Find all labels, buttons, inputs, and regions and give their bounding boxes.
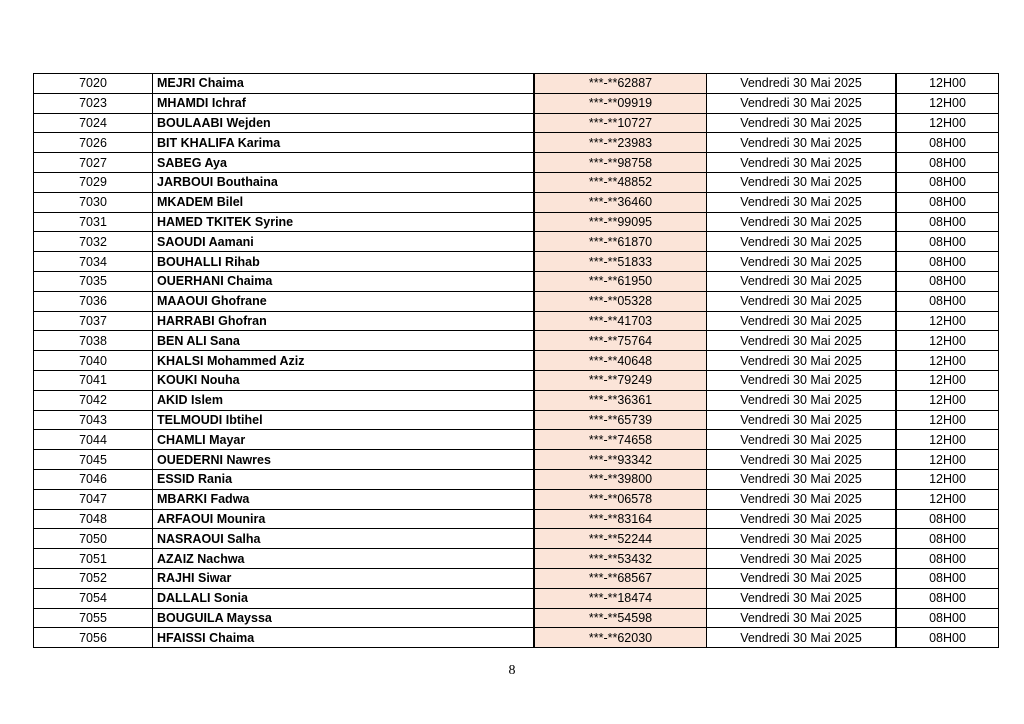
candidate-number-cell: 7023	[34, 93, 153, 113]
exam-time-cell: 12H00	[896, 390, 999, 410]
candidate-name-cell: HARRABI Ghofran	[153, 311, 535, 331]
masked-id-cell: ***-**61870	[534, 232, 707, 252]
exam-date-cell: Vendredi 30 Mai 2025	[707, 252, 897, 272]
candidate-name-cell: AKID Islem	[153, 390, 535, 410]
exam-date-cell: Vendredi 30 Mai 2025	[707, 410, 897, 430]
exam-time-cell: 12H00	[896, 351, 999, 371]
candidate-name-cell: HFAISSI Chaima	[153, 628, 535, 648]
table-row	[34, 549, 999, 569]
table-row	[34, 489, 999, 509]
candidate-name-cell: KOUKI Nouha	[153, 370, 535, 390]
candidate-name-cell: ESSID Rania	[153, 469, 535, 489]
exam-date-cell: Vendredi 30 Mai 2025	[707, 192, 897, 212]
table-row	[34, 568, 999, 588]
masked-id-cell: ***-**51833	[534, 252, 707, 272]
table-row	[34, 529, 999, 549]
masked-id-cell: ***-**05328	[534, 291, 707, 311]
table-row	[34, 311, 999, 331]
table-row	[34, 93, 999, 113]
candidate-name-cell: BOUHALLI Rihab	[153, 252, 535, 272]
candidate-name-cell: TELMOUDI Ibtihel	[153, 410, 535, 430]
masked-id-cell: ***-**23983	[534, 133, 707, 153]
exam-date-cell: Vendredi 30 Mai 2025	[707, 628, 897, 648]
candidate-number-cell: 7035	[34, 271, 153, 291]
exam-time-cell: 08H00	[896, 549, 999, 569]
candidate-number-cell: 7029	[34, 172, 153, 192]
candidate-number-cell: 7024	[34, 113, 153, 133]
candidate-number-cell: 7031	[34, 212, 153, 232]
exam-date-cell: Vendredi 30 Mai 2025	[707, 469, 897, 489]
masked-id-cell: ***-**39800	[534, 469, 707, 489]
masked-id-cell: ***-**36361	[534, 390, 707, 410]
candidate-name-cell: OUEDERNI Nawres	[153, 450, 535, 470]
table-row	[34, 172, 999, 192]
exam-date-cell: Vendredi 30 Mai 2025	[707, 588, 897, 608]
candidate-name-cell: MBARKI Fadwa	[153, 489, 535, 509]
masked-id-cell: ***-**61950	[534, 271, 707, 291]
exam-date-cell: Vendredi 30 Mai 2025	[707, 113, 897, 133]
masked-id-cell: ***-**68567	[534, 568, 707, 588]
candidate-number-cell: 7032	[34, 232, 153, 252]
table-row	[34, 430, 999, 450]
masked-id-cell: ***-**83164	[534, 509, 707, 529]
exam-time-cell: 08H00	[896, 529, 999, 549]
candidate-name-cell: KHALSI Mohammed Aziz	[153, 351, 535, 371]
table-row	[34, 370, 999, 390]
masked-id-cell: ***-**79249	[534, 370, 707, 390]
exam-date-cell: Vendredi 30 Mai 2025	[707, 93, 897, 113]
masked-id-cell: ***-**75764	[534, 331, 707, 351]
exam-date-cell: Vendredi 30 Mai 2025	[707, 529, 897, 549]
exam-date-cell: Vendredi 30 Mai 2025	[707, 390, 897, 410]
table-row	[34, 469, 999, 489]
exam-time-cell: 12H00	[896, 370, 999, 390]
table-row	[34, 271, 999, 291]
candidate-name-cell: ARFAOUI Mounira	[153, 509, 535, 529]
exam-time-cell: 12H00	[896, 469, 999, 489]
candidate-name-cell: BIT KHALIFA Karima	[153, 133, 535, 153]
exam-time-cell: 08H00	[896, 172, 999, 192]
masked-id-cell: ***-**10727	[534, 113, 707, 133]
exam-date-cell: Vendredi 30 Mai 2025	[707, 311, 897, 331]
candidate-name-cell: SAOUDI Aamani	[153, 232, 535, 252]
candidate-number-cell: 7027	[34, 153, 153, 173]
candidate-number-cell: 7044	[34, 430, 153, 450]
exam-time-cell: 12H00	[896, 410, 999, 430]
masked-id-cell: ***-**98758	[534, 153, 707, 173]
exam-date-cell: Vendredi 30 Mai 2025	[707, 351, 897, 371]
table-row	[34, 390, 999, 410]
exam-time-cell: 12H00	[896, 311, 999, 331]
candidate-name-cell: BOULAABI Wejden	[153, 113, 535, 133]
exam-time-cell: 08H00	[896, 608, 999, 628]
exam-time-cell: 08H00	[896, 212, 999, 232]
exam-time-cell: 08H00	[896, 568, 999, 588]
candidate-name-cell: DALLALI Sonia	[153, 588, 535, 608]
table-row	[34, 252, 999, 272]
table-row	[34, 153, 999, 173]
exam-date-cell: Vendredi 30 Mai 2025	[707, 568, 897, 588]
candidate-name-cell: SABEG Aya	[153, 153, 535, 173]
table-row	[34, 331, 999, 351]
table-row	[34, 351, 999, 371]
masked-id-cell: ***-**09919	[534, 93, 707, 113]
exam-date-cell: Vendredi 30 Mai 2025	[707, 489, 897, 509]
exam-date-cell: Vendredi 30 Mai 2025	[707, 153, 897, 173]
candidate-number-cell: 7036	[34, 291, 153, 311]
candidate-number-cell: 7037	[34, 311, 153, 331]
exam-date-cell: Vendredi 30 Mai 2025	[707, 74, 897, 94]
candidate-name-cell: MHAMDI Ichraf	[153, 93, 535, 113]
candidate-number-cell: 7050	[34, 529, 153, 549]
exam-time-cell: 08H00	[896, 628, 999, 648]
exam-time-cell: 08H00	[896, 291, 999, 311]
exam-time-cell: 08H00	[896, 153, 999, 173]
candidate-name-cell: HAMED TKITEK Syrine	[153, 212, 535, 232]
masked-id-cell: ***-**54598	[534, 608, 707, 628]
candidate-number-cell: 7043	[34, 410, 153, 430]
exam-time-cell: 12H00	[896, 113, 999, 133]
candidate-number-cell: 7051	[34, 549, 153, 569]
exam-date-cell: Vendredi 30 Mai 2025	[707, 271, 897, 291]
exam-date-cell: Vendredi 30 Mai 2025	[707, 133, 897, 153]
exam-date-cell: Vendredi 30 Mai 2025	[707, 172, 897, 192]
table-row	[34, 74, 999, 94]
candidate-name-cell: BOUGUILA Mayssa	[153, 608, 535, 628]
masked-id-cell: ***-**62887	[534, 74, 707, 94]
exam-date-cell: Vendredi 30 Mai 2025	[707, 331, 897, 351]
table-row	[34, 192, 999, 212]
masked-id-cell: ***-**06578	[534, 489, 707, 509]
candidate-name-cell: AZAIZ Nachwa	[153, 549, 535, 569]
exam-date-cell: Vendredi 30 Mai 2025	[707, 212, 897, 232]
candidate-name-cell: RAJHI Siwar	[153, 568, 535, 588]
candidate-number-cell: 7040	[34, 351, 153, 371]
exam-time-cell: 08H00	[896, 271, 999, 291]
table-row	[34, 212, 999, 232]
exam-time-cell: 12H00	[896, 93, 999, 113]
exam-time-cell: 08H00	[896, 509, 999, 529]
masked-id-cell: ***-**41703	[534, 311, 707, 331]
candidate-number-cell: 7045	[34, 450, 153, 470]
exam-time-cell: 12H00	[896, 74, 999, 94]
candidate-name-cell: JARBOUI Bouthaina	[153, 172, 535, 192]
candidate-name-cell: MEJRI Chaima	[153, 74, 535, 94]
masked-id-cell: ***-**62030	[534, 628, 707, 648]
exam-time-cell: 08H00	[896, 252, 999, 272]
candidate-number-cell: 7047	[34, 489, 153, 509]
candidate-number-cell: 7055	[34, 608, 153, 628]
exam-time-cell: 08H00	[896, 133, 999, 153]
candidate-number-cell: 7038	[34, 331, 153, 351]
candidate-number-cell: 7020	[34, 74, 153, 94]
exam-time-cell: 12H00	[896, 450, 999, 470]
masked-id-cell: ***-**53432	[534, 549, 707, 569]
table-row	[34, 608, 999, 628]
exam-date-cell: Vendredi 30 Mai 2025	[707, 450, 897, 470]
masked-id-cell: ***-**40648	[534, 351, 707, 371]
candidate-name-cell: OUERHANI Chaima	[153, 271, 535, 291]
table-row	[34, 588, 999, 608]
exam-time-cell: 12H00	[896, 430, 999, 450]
table-row	[34, 509, 999, 529]
candidate-number-cell: 7041	[34, 370, 153, 390]
exam-time-cell: 12H00	[896, 331, 999, 351]
table-row	[34, 133, 999, 153]
candidate-number-cell: 7026	[34, 133, 153, 153]
table-row	[34, 113, 999, 133]
exam-date-cell: Vendredi 30 Mai 2025	[707, 509, 897, 529]
table-row	[34, 628, 999, 648]
exam-date-cell: Vendredi 30 Mai 2025	[707, 291, 897, 311]
masked-id-cell: ***-**65739	[534, 410, 707, 430]
masked-id-cell: ***-**52244	[534, 529, 707, 549]
exam-time-cell: 08H00	[896, 232, 999, 252]
exam-date-cell: Vendredi 30 Mai 2025	[707, 370, 897, 390]
exam-date-cell: Vendredi 30 Mai 2025	[707, 608, 897, 628]
candidate-number-cell: 7034	[34, 252, 153, 272]
candidate-schedule-table	[33, 73, 999, 648]
candidate-number-cell: 7030	[34, 192, 153, 212]
exam-date-cell: Vendredi 30 Mai 2025	[707, 549, 897, 569]
masked-id-cell: ***-**36460	[534, 192, 707, 212]
table-row	[34, 450, 999, 470]
candidate-name-cell: NASRAOUI Salha	[153, 529, 535, 549]
candidate-number-cell: 7042	[34, 390, 153, 410]
table-row	[34, 291, 999, 311]
exam-date-cell: Vendredi 30 Mai 2025	[707, 232, 897, 252]
candidate-number-cell: 7056	[34, 628, 153, 648]
candidate-number-cell: 7054	[34, 588, 153, 608]
table-row	[34, 232, 999, 252]
exam-time-cell: 08H00	[896, 192, 999, 212]
candidate-number-cell: 7046	[34, 469, 153, 489]
exam-time-cell: 12H00	[896, 489, 999, 509]
candidate-name-cell: CHAMLI Mayar	[153, 430, 535, 450]
masked-id-cell: ***-**93342	[534, 450, 707, 470]
masked-id-cell: ***-**99095	[534, 212, 707, 232]
masked-id-cell: ***-**18474	[534, 588, 707, 608]
candidate-number-cell: 7048	[34, 509, 153, 529]
exam-time-cell: 08H00	[896, 588, 999, 608]
candidate-name-cell: MAAOUI Ghofrane	[153, 291, 535, 311]
candidate-number-cell: 7052	[34, 568, 153, 588]
masked-id-cell: ***-**48852	[534, 172, 707, 192]
table-row	[34, 410, 999, 430]
exam-date-cell: Vendredi 30 Mai 2025	[707, 430, 897, 450]
candidate-name-cell: MKADEM Bilel	[153, 192, 535, 212]
masked-id-cell: ***-**74658	[534, 430, 707, 450]
page-number: 8	[508, 663, 516, 678]
candidate-name-cell: BEN ALI Sana	[153, 331, 535, 351]
table-body	[34, 74, 999, 648]
